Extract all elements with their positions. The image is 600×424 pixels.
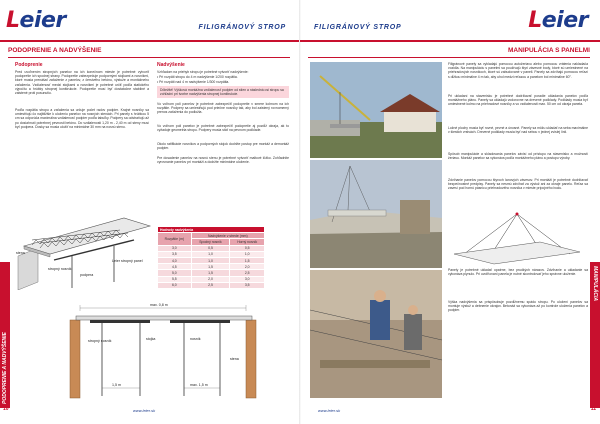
table-col-span: Rozpätie (m): [158, 233, 192, 245]
label2-dist1: 1,5 m: [112, 383, 121, 387]
lifted-panel: [454, 242, 580, 264]
table-col-lower: Spodný nosník: [191, 239, 230, 245]
podoprenie-paragraph-2: Podľa rozpätia stropu a zaťaženia sa určuje počet radov podpier. Krajné nosníky sa umiestňujú čo najbližšie k uloženiu panelov na nosných stenách. Pri panely s hrúbkou 5 cm sa odporúča maximálna vzdialenosť podpier podľa tabuľky. Podpery sa odstraňujú až po dosiahnutí potrebnej pevnosti betónu. Do vzdialenosti 1,20 m - 2,40 m od steny musí byť podpera. Dosky sa musia uložiť na minimálne 30 mm na nosnú stenu.: [15, 108, 149, 129]
podoprenie-heading: Podoprenie: [15, 62, 43, 68]
right-header-title: FILIGRÁNOVÝ STROP: [314, 24, 402, 31]
table-cell: 0,5: [191, 245, 230, 251]
label2-dist2: max. 1,5 m: [190, 383, 208, 387]
nadvysenie-table: [157, 226, 265, 289]
table-cell: 6,0: [158, 282, 192, 288]
photo-panel-lifting: [310, 160, 442, 268]
label2-podpera: stropný nosník: [88, 339, 112, 343]
table-cell: 0,5: [230, 245, 265, 251]
table-cell: 2,0: [230, 264, 265, 270]
table-cell: 3,5: [230, 282, 265, 288]
table-cell: 3,5: [158, 251, 192, 257]
nadvysenie-paragraph-5: Pre dosadenie panelov na nosnú stenu je potrebné vytvoriť maltové lôžko. Zohľadnite vyrovnanie panelov pri montáži a dodržte minimálne uloženie.: [157, 156, 289, 165]
table-cell: 1,5: [191, 264, 230, 270]
table-cell: 1,0: [191, 251, 230, 257]
table-col-group: Nadvýšenie v strede (mm): [191, 233, 264, 239]
table-cell: 2,5: [230, 270, 265, 276]
right-page-number: 11: [590, 406, 596, 412]
beam-right: [170, 320, 230, 323]
left-side-tab: [0, 262, 10, 408]
section-rule-right: [308, 57, 590, 58]
manipulation-paragraph-3: Ložné plochy musia byť rovné, pevné a únosné. Panely sa môžu ukladať na seba maximálne v šiestich vrstvách. Drevené podklady musia byť nad sebou v jednej zvislej línii.: [448, 126, 588, 135]
nadvysenie-bullet-2: • Pri rozpätí nad 4 m nadvýšenie 1/300 rozpätia.: [157, 80, 230, 84]
label-podpera: podpera: [80, 273, 94, 277]
manipulation-paragraph-7: Výška nadvýšenia sa prispôsobuje pozdĺžnemu spádu stropu. Po uložení panelov sa montuje výstuž a debnenie okrajov. Betonáž sa vykonáva až po kontrole uloženia panelov a podpier.: [448, 300, 588, 313]
leier-logo: Leier: [6, 8, 66, 33]
wall-left: [70, 320, 80, 398]
label-nosnik: stropný nosník: [48, 267, 72, 271]
label2-dist3: max. 0,8 m: [150, 303, 168, 307]
support-diagram-iso: [14, 210, 154, 290]
nadvysenie-bullet-1: • Pri rozpätí stropu do 4 m nadvýšenie 1/200 rozpätia.: [157, 75, 238, 79]
right-footer-url[interactable]: www.leier.sk: [318, 408, 341, 413]
label2-stojka: stojka: [146, 337, 156, 341]
section-rule: [8, 57, 290, 58]
nadvysenie-paragraph-4: Okolo ratifikácie nosníkov a podporných stojok dodržte postup pre montáž a demontáž podpier.: [157, 142, 289, 151]
nadvysenie-heading: Nadvýšenie: [157, 62, 185, 68]
lifting-diagram: [450, 212, 584, 266]
nadvysenie-paragraph-3: Vo voľnom poli panelov je potrebné zabezpečiť podopretie aj pozdĺž okraja, ak to vyžaduje geometria stropu. Podpery musia stáť na pevnom podklade.: [157, 124, 289, 133]
photo-workers-image: [310, 270, 442, 398]
table-caption: Hodnoty nadvýšenia: [158, 227, 265, 233]
left-section-title: PODOPRENIE A NADVÝŠENIE: [8, 47, 102, 54]
manipulation-paragraph-6: Panely je potrebné ukladať opatrne, bez prudkých nárazov. Zdvíhanie a ukladanie sa vykonáva plynulo. Pri uvoľňovaní panela je nutné skontrolovať jeho správne uloženie.: [448, 268, 588, 277]
left-header: [0, 0, 300, 46]
important-note: Dôležité! Výšková montážna vzdialenosť podpier od stien a následná osi stropu sa zohľadní pri tvorbe nadvýšenia stropnej konštrukcie.: [157, 86, 289, 98]
table-row: [158, 282, 265, 288]
photo-crane-house-image: [310, 62, 442, 158]
manipulation-paragraph-2: Pri ukladaní na stavenisku je potrebné dodržiavať poradie ukladania panelov podľa montážneho plánu. Panely sa ukladajú vodorovne na drevené podklady. Podklady musia byť umiestnené kolmo na priehradové nosníky a vo vzdialenosti max. 50 cm od okraja panela.: [448, 94, 588, 107]
left-footer-url[interactable]: www.leier.sk: [133, 408, 156, 413]
beam-left: [90, 320, 150, 323]
photo-crane-house: [310, 62, 442, 158]
podoprenie-paragraph-1: Pred uvoľnením stropných panelov na ich konečnom mieste je potrebné vytvoriť podopretie ich spodnej strany. Podopretie zabezpečuje podpornými stojkami a nosníkmi, ktoré musia prenášať zaťaženie z panelov, z čerstvého betónu, výstuže a montážneho zaťaženia. Vzdialenosť medzi stojkami a nosníkmi je potrebné určiť podľa statického výpočtu a hrúbky stropnej konštrukcie. Podopretie musí byť dostatočne stabilné a zaistené proti posunutiu.: [15, 70, 149, 96]
photo-workers: [310, 270, 442, 398]
manipulation-paragraph-5: Zdvíhanie panelov pomocou štyroch lanových závesov. Pri montáži je potrebné dodržiavať bezpečnostné predpisy. Panely sa nesmú zdvíhať za výstuž ani za okraje panelu. Reťaz sa zavesí pod hornú pásnicu priehradového nosníka v mieste prípojného bodu.: [448, 178, 588, 191]
crane-hook-icon: [516, 213, 519, 216]
left-header-title: FILIGRÁNOVÝ STROP: [198, 24, 286, 31]
wall-right: [246, 320, 256, 398]
table-cell: 5,5: [158, 276, 192, 282]
header-rule: [0, 40, 300, 42]
manipulation-paragraph-1: Filigránové panely sa vykladajú pomocou autožeriavu alebo pomocou vrátenia nakladača vozidla. Na manipuláciu s panelmi sa používajú štyri závesné body, ktoré sú umiestnené na priehradových nosníkoch, ktoré sú zabudované v paneli. Panely sa zdvíhajú pomocou reťazí s dĺžkou minimálne 4 m tak, aby uhol medzi reťazou a panelom bol minimálne 60°.: [448, 62, 588, 79]
left-side-tab-label: PODOPRENIE A NADVÝŠENIE: [2, 332, 8, 404]
label2-stena: stena: [230, 357, 239, 361]
label-stena: stena: [16, 251, 25, 255]
table-cell: 1,5: [230, 257, 265, 263]
support-diagram-section: [60, 300, 270, 400]
panel-slab: [24, 218, 150, 254]
panel-section: [76, 316, 252, 320]
table-cell: 5,0: [158, 270, 192, 276]
table-cell: 2,0: [191, 276, 230, 282]
table-cell: 1,0: [191, 257, 230, 263]
table-cell: 1,5: [191, 270, 230, 276]
nadvysenie-intro: Vzhľadom na priehyb stropu je potrebné vytvoriť nadvýšenie:: [157, 70, 249, 74]
right-section-title: MANIPULÁCIA S PANELMI: [508, 47, 590, 54]
photo-panel-lifting-image: [310, 160, 442, 268]
label2-nosnik: nosník: [190, 337, 201, 341]
table-cell: 2,5: [191, 282, 230, 288]
right-side-tab: [590, 262, 600, 408]
table-col-upper: Horný nosník: [230, 239, 265, 245]
left-page-number: 10: [3, 406, 9, 412]
nadvysenie-paragraph-2: Vo voľnom poli panelov je potrebné zabezpečiť podopretie v smere kolmom na ich rozpätie. Podpery sa umiestňujú pod priečne nosníky tak, aby bol zaistený rovnomerný prenos zaťaženia do podložia.: [157, 102, 289, 115]
leier-logo-right: Leier: [528, 8, 588, 33]
right-header: [300, 0, 600, 46]
header-rule-right: [300, 40, 600, 42]
label-panel: Leier stropný panel: [112, 259, 143, 263]
table-cell: 3,0: [230, 276, 265, 282]
right-page: [300, 0, 600, 424]
table-cell: 4,0: [158, 257, 192, 263]
table-cell: 4,5: [158, 264, 192, 270]
table-cell: 3,0: [158, 245, 192, 251]
lift-chain-3: [494, 214, 517, 250]
manipulation-paragraph-4: Spôsob manipulácie a skladovania panelov závisí od prístupu na stavenisko a možností žeriavu. Montáž panelov sa vykonáva podľa montážneho plánu a postupu výroby.: [448, 152, 588, 161]
table-cell: 1,0: [230, 251, 265, 257]
right-side-tab-label: MANIPULÁCIA: [592, 266, 598, 301]
